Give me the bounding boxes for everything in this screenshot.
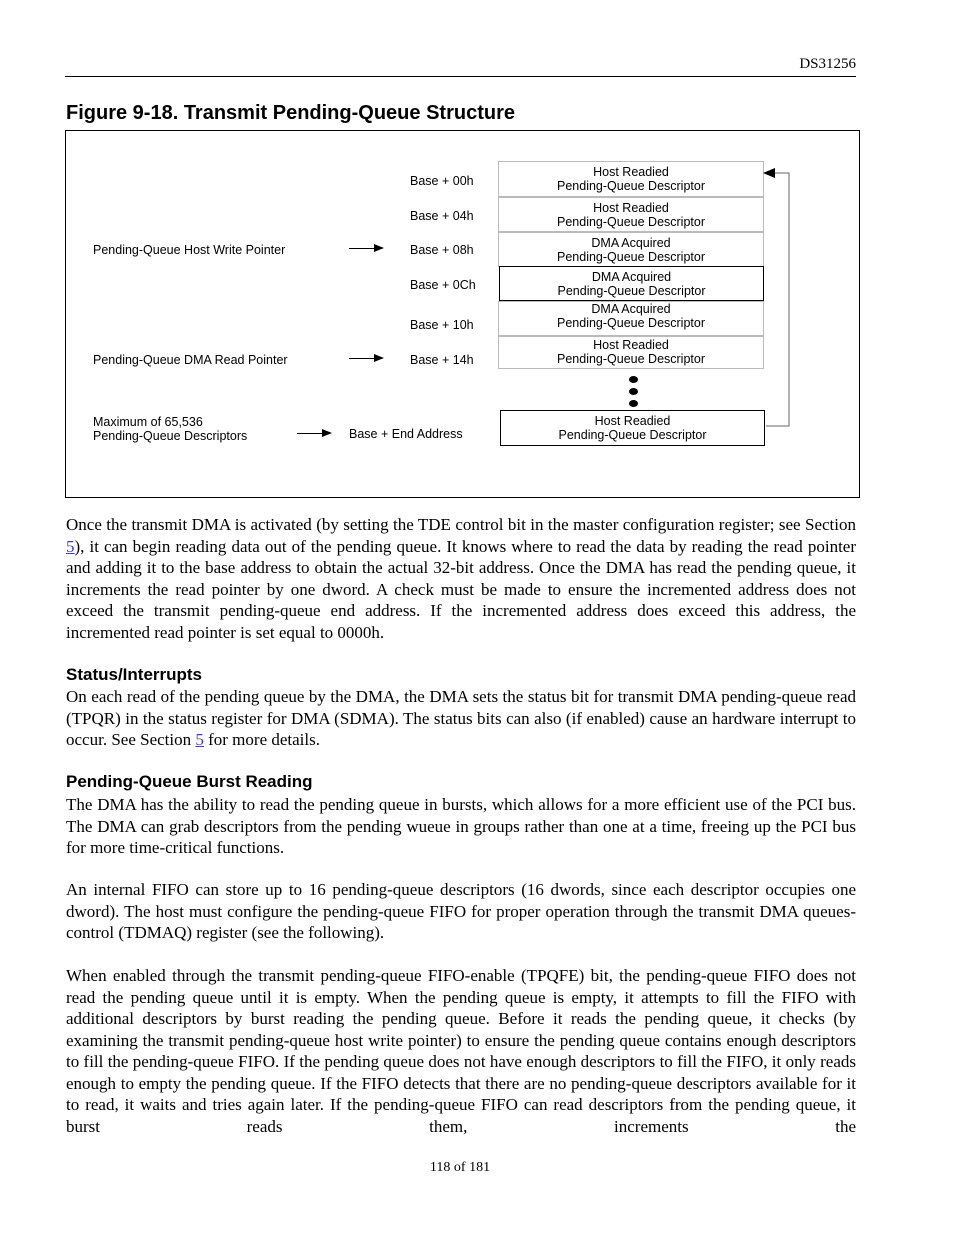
descriptor-status: DMA Acquired: [591, 302, 671, 316]
descriptor-status: Host Readied: [593, 165, 669, 179]
header-rule: [65, 76, 856, 77]
maximum-label-line2: Pending-Queue Descriptors: [93, 429, 248, 443]
maximum-label-line1: Maximum of 65,536: [93, 415, 203, 429]
descriptor-status: Host Readied: [593, 201, 669, 215]
heading-burst-reading: Pending-Queue Burst Reading: [66, 772, 313, 791]
address-label: Base + 08h: [410, 243, 474, 257]
address-label: Base + 10h: [410, 318, 474, 332]
paragraph-status: On each read of the pending queue by the DMA, the DMA sets the status bit for transmit DMA pending-queue read (TPQR) in the status register for DMA (SDMA). The status bits can also (if enabled) cause an hardware interrupt to occur. See Section 5 for more details.: [66, 687, 856, 749]
paragraph-fifo: An internal FIFO can store up to 16 pending-queue descriptors (16 dwords, since each descriptor occupies one dword). The host must configure the pending-queue FIFO for proper operation through the transmit DMA queues-control (TDMAQ) register (see the following).: [66, 880, 856, 942]
host-write-pointer-label: Pending-Queue Host Write Pointer: [93, 243, 286, 257]
end-address-label: Base + End Address: [349, 427, 463, 441]
wraparound-arrow: [66, 131, 861, 499]
section-5-link[interactable]: 5: [195, 730, 204, 749]
document-id: DS31256: [799, 56, 856, 72]
descriptor-type: Pending-Queue Descriptor: [557, 179, 705, 193]
figure-diagram: [65, 130, 860, 498]
paragraph-burst: The DMA has the ability to read the pending queue in bursts, which allows for a more efficient use of the PCI bus. The DMA can grab descriptors from the pending wueue in groups rather than one at a time, freeing up the PCI bus for more time-critical functions.: [66, 795, 856, 857]
page-number: 118 of 181: [429, 1160, 491, 1175]
section-5-link[interactable]: 5: [66, 536, 75, 556]
descriptor-type: Pending-Queue Descriptor: [557, 316, 705, 330]
descriptor-type: Pending-Queue Descriptor: [557, 284, 706, 298]
descriptor-status: DMA Acquired: [591, 270, 672, 284]
address-label: Base + 04h: [410, 209, 474, 223]
address-label: Base + 14h: [410, 353, 474, 367]
descriptor-type: Pending-Queue Descriptor: [557, 352, 705, 366]
descriptor-status: Host Readied: [594, 414, 671, 428]
paragraph-fifo-enable: When enabled through the transmit pending-queue FIFO-enable (TPQFE) bit, the pending-queue FIFO does not read the pending queue until it is empty. When the pending queue is empty, it attempts to fill the FIFO with additional descriptors by burst reading the pending queue. Before it reads the pending queue, it checks (by examining the transmit pending-queue host write pointer) to ensure the pending queue contains enough descriptors to fill the pending-queue FIFO. If the pending queue does not have enough descriptors to fill the FIFO, it only reads enough to empty the pending queue. If the FIFO detects that there are no pending-queue descriptors available for it to read, it waits and tries again later. If the pending-queue FIFO can read descriptors from the pending queue, it burst reads them, increments the: [66, 966, 856, 1136]
figure-title: Figure 9-18. Transmit Pending-Queue Structure: [66, 102, 515, 124]
dma-read-pointer-label: Pending-Queue DMA Read Pointer: [93, 353, 288, 367]
descriptor-status: Host Readied: [593, 338, 669, 352]
descriptor-type: Pending-Queue Descriptor: [557, 250, 705, 264]
address-label: Base + 0Ch: [410, 278, 476, 292]
paragraph-dma-activation: Once the transmit DMA is activated (by setting the TDE control bit in the master configuration register; see Section 5), it can begin reading data out of the pending queue. It knows where to read the data by reading the read pointer and adding it to the base address to obtain the actual 32-bit address. Once the DMA has read the pending queue, it increments the read pointer by one dword. A check must be made to ensure the incremented address does not exceed the transmit pending-queue end address. If the incremented address does exceed this address, the incremented read pointer is set equal to 0000h.: [66, 515, 856, 642]
descriptor-type: Pending-Queue Descriptor: [558, 428, 707, 442]
descriptor-type: Pending-Queue Descriptor: [557, 215, 705, 229]
descriptor-status: DMA Acquired: [591, 236, 671, 250]
heading-status-interrupts: Status/Interrupts: [66, 665, 203, 684]
address-label: Base + 00h: [410, 174, 474, 188]
